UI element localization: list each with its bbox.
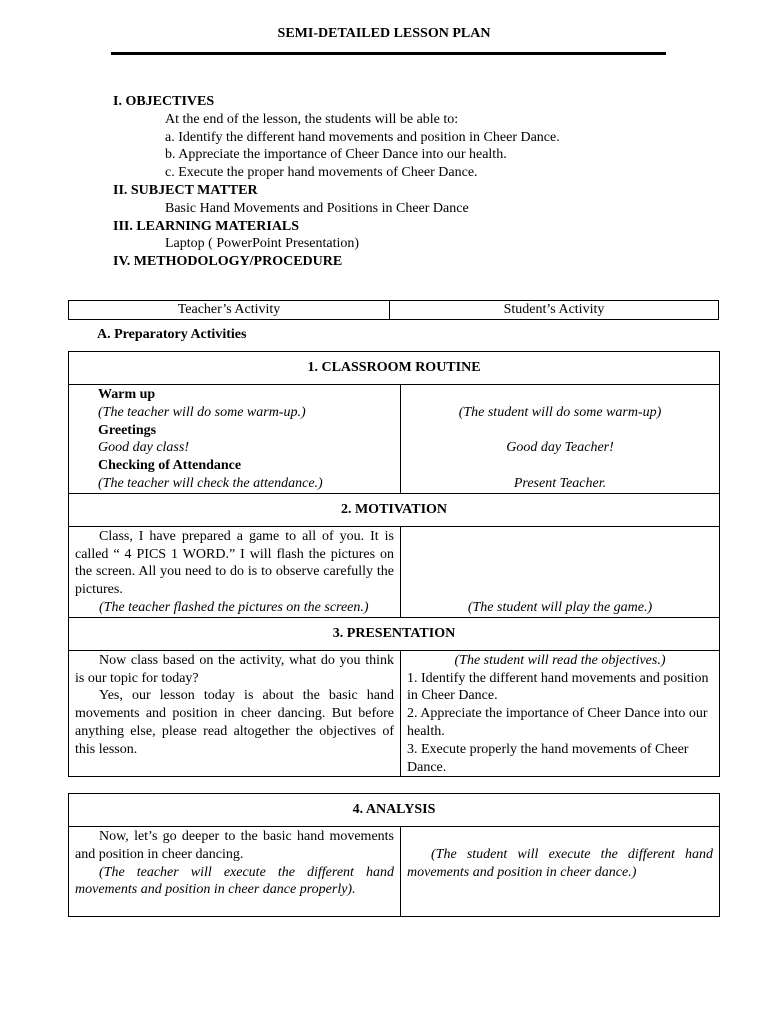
warmup-student-text: (The student will do some warm-up): [458, 404, 662, 420]
presentation-teacher-p2: Yes, our lesson today is about the basic hand movements and position in cheer dancing. But before anything else, please read altogether the objectives of this lesson.: [75, 688, 394, 757]
presentation-student-item: 2. Appreciate the importance of Cheer Dance into our health.: [407, 706, 708, 739]
student-activity-header: Student’s Activity: [390, 301, 719, 320]
analysis-heading: 4. ANALYSIS: [69, 794, 720, 827]
analysis-table: [68, 793, 720, 917]
objectives-intro: At the end of the lesson, the students will be able to:: [165, 111, 459, 127]
greetings-teacher-text: Good day class!: [98, 440, 189, 456]
greetings-student-text: Good day Teacher!: [506, 440, 614, 456]
routine-teacher-cell: [69, 385, 401, 494]
title-underline: [111, 52, 666, 55]
classroom-routine-heading: 1. CLASSROOM ROUTINE: [69, 352, 720, 385]
objectives-heading: I. OBJECTIVES: [113, 94, 215, 109]
warmup-teacher-text: (The teacher will do some warm-up.): [98, 404, 306, 420]
analysis-teacher-cell: [69, 827, 401, 917]
methodology-heading: IV. METHODOLOGY/PROCEDURE: [113, 254, 343, 270]
motivation-teacher-cell: [69, 526, 401, 617]
motivation-teacher-note: (The teacher flashed the pictures on the screen.): [99, 599, 369, 615]
attendance-student-text: Present Teacher.: [513, 475, 607, 491]
preparatory-heading: A. Preparatory Activities: [97, 327, 247, 342]
greetings-label: Greetings: [98, 422, 157, 438]
analysis-student-cell: [401, 827, 720, 917]
presentation-student-item: 1. Identify the different hand movements and position in Cheer Dance.: [407, 670, 709, 704]
routine-student-cell: [401, 385, 720, 494]
document-title: SEMI-DETAILED LESSON PLAN: [277, 26, 491, 41]
analysis-teacher-note: (The teacher will execute the different hand movements and position in cheer dance properly).: [75, 864, 394, 898]
objective-item: a. Identify the different hand movements and position in Cheer Dance.: [165, 129, 560, 145]
motivation-teacher-text: Class, I have prepared a game to all of you. It is called “ 4 PICS 1 WORD.” I will flash the pictures on the screen. All you need to do is to observe carefully the pictures.: [75, 528, 394, 598]
presentation-student-note: (The student will read the objectives.): [454, 652, 666, 668]
subject-matter-text: Basic Hand Movements and Positions in Cheer Dance: [165, 200, 469, 216]
objective-item: c. Execute the proper hand movements of Cheer Dance.: [165, 165, 478, 181]
motivation-student-note: (The student will play the game.): [467, 599, 653, 615]
motivation-student-cell: [401, 526, 720, 617]
analysis-teacher-text: Now, let’s go deeper to the basic hand movements and position in cheer dancing.: [75, 829, 394, 862]
subject-matter-heading: II. SUBJECT MATTER: [113, 182, 258, 198]
activity-header-table: [68, 300, 719, 320]
lesson-outline: [113, 93, 673, 271]
presentation-heading: 3. PRESENTATION: [69, 617, 720, 650]
analysis-student-note: (The student will execute the different hand movements and position in cheer dance.): [407, 846, 713, 880]
teacher-activity-header: Teacher’s Activity: [69, 301, 390, 320]
warmup-label: Warm up: [98, 387, 156, 402]
motivation-heading: 2. MOTIVATION: [69, 493, 720, 526]
presentation-student-item: 3. Execute properly the hand movements of Cheer Dance.: [407, 741, 689, 775]
procedure-table: [68, 351, 720, 777]
learning-materials-heading: III. LEARNING MATERIALS: [113, 218, 300, 234]
attendance-teacher-text: (The teacher will check the attendance.): [98, 475, 323, 491]
learning-materials-text: Laptop ( PowerPoint Presentation): [165, 236, 360, 252]
presentation-teacher-p1: Now class based on the activity, what do you think is our topic for today?: [75, 652, 394, 686]
objective-item: b. Appreciate the importance of Cheer Dance into our health.: [165, 147, 507, 163]
attendance-label: Checking of Attendance: [98, 458, 242, 474]
presentation-teacher-cell: [69, 650, 401, 777]
presentation-student-cell: [401, 650, 720, 777]
